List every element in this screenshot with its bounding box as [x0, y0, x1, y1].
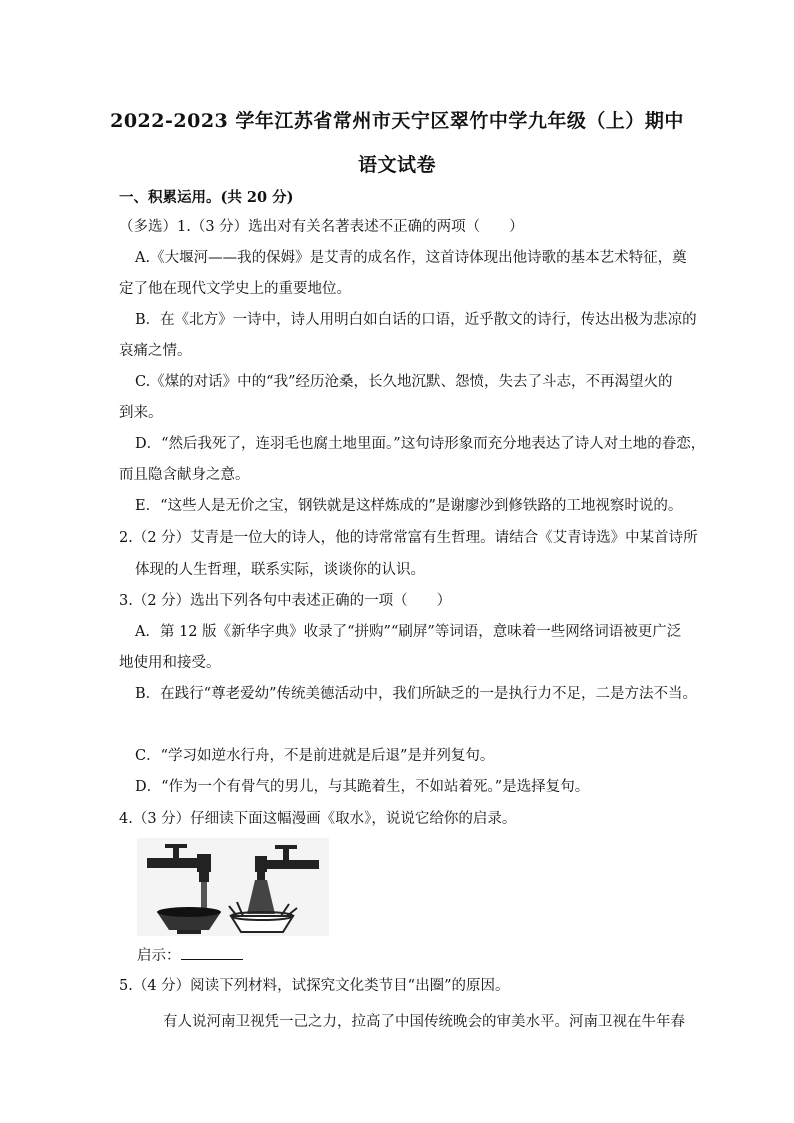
q4-answer-area	[137, 945, 243, 966]
q3-option-c-line-1: C．“学习如逆水行舟，不是前进就是后退”是并列复句。	[135, 748, 495, 764]
q1-option-c-line-1: C.《煤的对话》中的“我”经历沧桑，长久地沉默、怨愤，失去了斗志，不再渴望火的	[135, 374, 673, 390]
q1-option-a-line-2: 定了他在现代文学史上的重要地位。	[119, 281, 351, 297]
exam-title-line-2: 语文试卷	[357, 154, 436, 176]
comic-illustration	[137, 838, 329, 936]
q5-material-line-1: 有人说河南卫视凭一己之力，拉高了中国传统晚会的审美水平。河南卫视在牛年春	[163, 1014, 685, 1030]
q3-option-a-line-1: A．第 12 版《新华字典》收录了“拼购”“刷屏”等词语，意味着一些网络词语被更广泛	[135, 624, 682, 640]
q3-stem: 3.（2 分）选出下列各句中表述正确的一项（ ）	[119, 593, 452, 609]
q5-stem: 5.（4 分）阅读下列材料，试探究文化类节目“出圈”的原因。	[119, 978, 510, 994]
section-heading: 一、积累运用。(共 20 分)	[119, 189, 294, 206]
q3-option-b-line-1: B．在践行“尊老爱幼”传统美德活动中，我们所缺乏的一是执行力不足，二是方法不当。	[135, 686, 697, 702]
q1-option-b-line-1: B．在《北方》一诗中，诗人用明白如白话的口语，近乎散文的诗行，传达出极为悲凉的	[135, 312, 697, 328]
q1-stem: （多选）1.（3 分）选出对有关名著表述不正确的两项（ ）	[119, 219, 524, 235]
q1-option-e-line-1: E．“这些人是无价之宝，钢铁就是这样炼成的”是谢廖沙到修铁路的工地视察时说的。	[135, 498, 683, 514]
q4-stem: 4.（3 分）仔细读下面这幅漫画《取水》，说说它给你的启录。	[119, 811, 517, 827]
q2-line-1: 2.（2 分）艾青是一位大的诗人，他的诗常常富有生哲理。请结合《艾青诗选》中某首诗所	[119, 530, 698, 546]
q1-option-b-line-2: 哀痛之情。	[119, 343, 192, 359]
q2-line-2: 体现的人生哲理，联系实际，谈谈你的认识。	[135, 562, 425, 578]
q3-option-a-line-2: 地使用和接受。	[119, 655, 221, 671]
q3-option-d-line-1: D．“作为一个有骨气的男儿，与其跪着生，不如站着死。”是选择复句。	[135, 779, 590, 795]
q1-option-d-line-2: 而且隐含献身之意。	[119, 467, 250, 483]
answer-label: 启示：	[137, 948, 181, 964]
answer-blank[interactable]	[181, 945, 243, 960]
exam-title-line-1: 2022-2023 学年江苏省常州市天宁区翠竹中学九年级（上）期中	[110, 110, 684, 132]
q1-option-a-line-1: A.《大堰河——我的保姆》是艾青的成名作，这首诗体现出他诗歌的基本艺术特征，奠	[135, 250, 687, 266]
q1-option-c-line-2: 到来。	[119, 405, 163, 421]
q1-option-d-line-1: D．“然后我死了，连羽毛也腐土地里面。”这句诗形象而充分地表达了诗人对土地的眷恋，	[135, 436, 706, 452]
